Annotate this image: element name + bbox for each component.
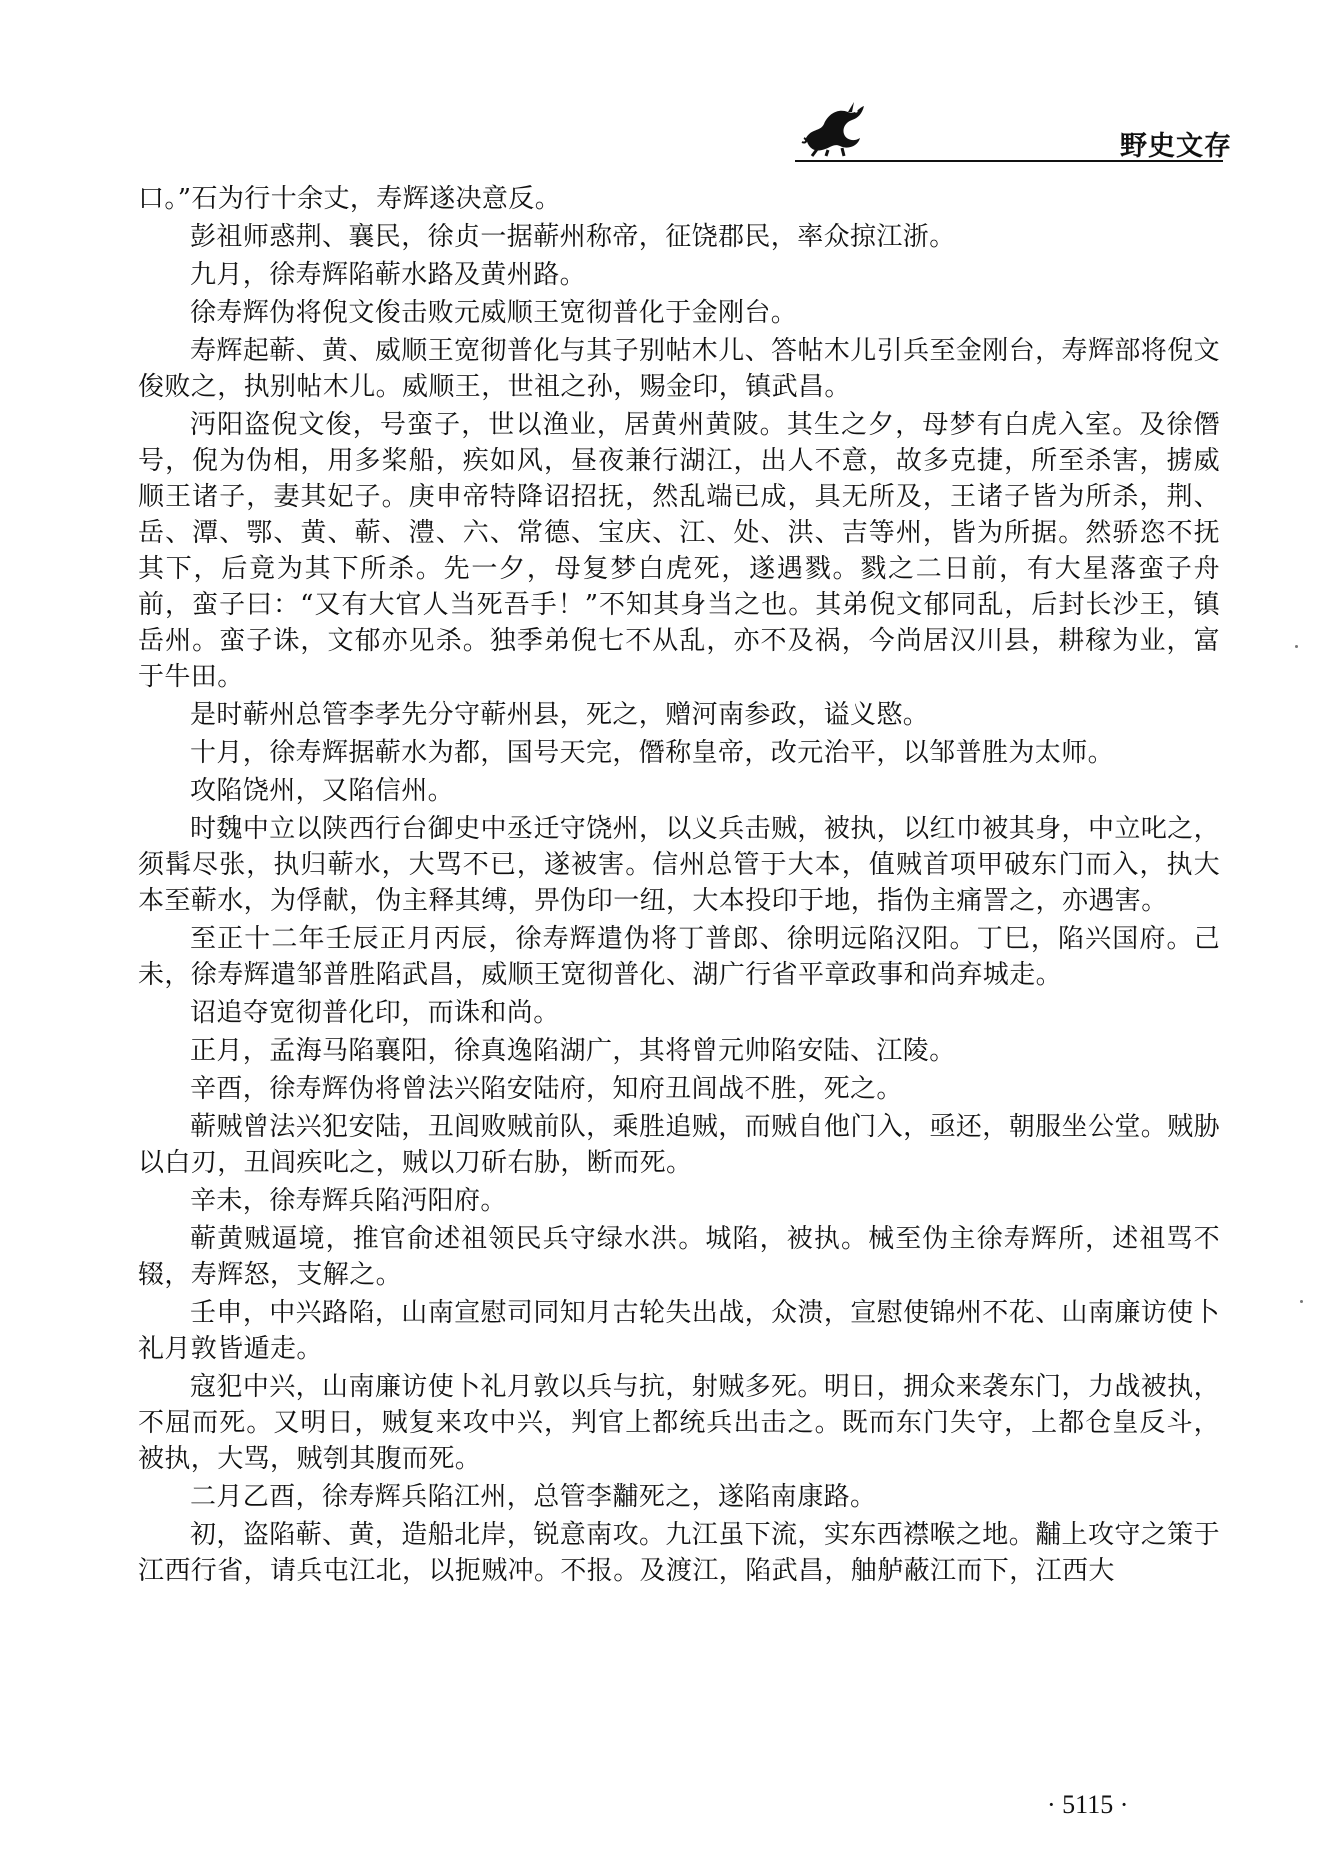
paragraph: 壬申，中兴路陷，山南宣慰司同知月古轮失出战，众溃，宣慰使锦州不花、山南廉访使卜礼月敦皆遁走。 bbox=[138, 1298, 1220, 1364]
paragraph: 正月，孟海马陷襄阳，徐真逸陷湖广，其将曾元帅陷安陆、江陵。 bbox=[190, 1036, 956, 1066]
paragraph: 诏追夺宽彻普化印，而诛和尚。 bbox=[190, 998, 560, 1028]
paragraph: 彭祖师惑荆、襄民，徐贞一据蕲州称帝，征饶郡民，率众掠江浙。 bbox=[190, 222, 956, 252]
paragraph: 寇犯中兴，山南廉访使卜礼月敦以兵与抗，射贼多死。明日，拥众来袭东门，力战被执，不屈而死。又明日，贼复来攻中兴，判官上都统兵出击之。既而东门失守，上都仓皇反斗，被执，大骂，贼刳其腹而死。 bbox=[138, 1372, 1220, 1474]
scan-speck bbox=[1300, 1300, 1303, 1303]
body-text bbox=[138, 181, 1220, 1591]
paragraph: 蕲贼曾法兴犯安陆，丑闾败贼前队，乘胜追贼，而贼自他门入，亟还，朝服坐公堂。贼胁以白刃，丑闾疾叱之，贼以刀斫右胁，断而死。 bbox=[138, 1112, 1220, 1178]
paragraph: 蕲黄贼逼境，推官俞述祖领民兵守绿水洪。城陷，被执。械至伪主徐寿辉所，述祖骂不辍，寿辉怒，支解之。 bbox=[138, 1224, 1220, 1290]
paragraph: 辛酉，徐寿辉伪将曾法兴陷安陆府，知府丑闾战不胜，死之。 bbox=[190, 1074, 903, 1104]
header-divider bbox=[795, 160, 1223, 162]
paragraph: 初，盗陷蕲、黄，造船北岸，锐意南攻。九江虽下流，实东西襟喉之地。黼上攻守之策于江西行省，请兵屯江北，以扼贼冲。不报。及渡江，陷武昌，舳舻蔽江而下，江西大 bbox=[138, 1520, 1220, 1586]
paragraph: 沔阳盗倪文俊，号蛮子，世以渔业，居黄州黄陂。其生之夕，母梦有白虎入室。及徐僭号，倪为伪相，用多桨船，疾如风，昼夜兼行湖江，出人不意，故多克捷，所至杀害，掳威顺王诸子，妻其妃子。庚申帝特降诏招抚，然乱端已成，具无所及，王诸子皆为所杀，荆、岳、潭、鄂、黄、蕲、澧、六、常德、宝庆、江、处、洪、吉等州，皆为所据。然骄恣不抚其下，后竟为其下所杀。先一夕，母复梦白虎死，遂遇戮。戮之二日前，有大星落蛮子舟前，蛮子曰：“又有大官人当死吾手！”不知其身当之也。其弟倪文郁同乱，后封长沙王，镇岳州。蛮子诛，文郁亦见杀。独季弟倪七不从乱，亦不及祸，今尚居汉川县，耕稼为业，富于牛田。 bbox=[138, 410, 1220, 692]
scan-speck bbox=[1295, 645, 1298, 648]
paragraph: 至正十二年壬辰正月丙辰，徐寿辉遣伪将丁普郎、徐明远陷汉阳。丁巳，陷兴国府。己未，徐寿辉遣邹普胜陷武昌，威顺王宽彻普化、湖广行省平章政事和尚弃城走。 bbox=[138, 924, 1220, 990]
paragraph: 时魏中立以陕西行台御史中丞迁守饶州，以义兵击贼，被执，以红巾被其身，中立叱之，须髯尽张，执归蕲水，大骂不已，遂被害。信州总管于大本，值贼首项甲破东门而入，执大本至蕲水，为俘献，伪主释其缚，畀伪印一纽，大本投印于地，指伪主痛詈之，亦遇害。 bbox=[138, 814, 1220, 916]
paragraph: 寿辉起蕲、黄、威顺王宽彻普化与其子别帖木儿、答帖木儿引兵至金刚台，寿辉部将倪文俊败之，执别帖木儿。威顺王，世祖之孙，赐金印，镇武昌。 bbox=[138, 336, 1220, 402]
paragraph: 口。”石为行十余丈，寿辉遂决意反。 bbox=[138, 184, 562, 214]
paragraph: 徐寿辉伪将倪文俊击败元威顺王宽彻普化于金刚台。 bbox=[190, 298, 798, 328]
paragraph: 二月乙酉，徐寿辉兵陷江州，总管李黼死之，遂陷南康路。 bbox=[190, 1482, 877, 1512]
dragon-logo-icon bbox=[798, 98, 874, 158]
paragraph: 是时蕲州总管李孝先分守蕲州县，死之，赠河南参政，谥义愍。 bbox=[190, 700, 930, 730]
paragraph: 十月，徐寿辉据蕲水为都，国号天完，僭称皇帝，改元治平，以邹普胜为太师。 bbox=[190, 738, 1115, 768]
paragraph: 九月，徐寿辉陷蕲水路及黄州路。 bbox=[190, 260, 587, 290]
paragraph: 辛未，徐寿辉兵陷沔阳府。 bbox=[190, 1186, 507, 1216]
series-title: 野史文存 bbox=[1120, 131, 1232, 162]
paragraph: 攻陷饶州，又陷信州。 bbox=[190, 776, 455, 806]
page-number: · 5115 · bbox=[1047, 1790, 1129, 1819]
